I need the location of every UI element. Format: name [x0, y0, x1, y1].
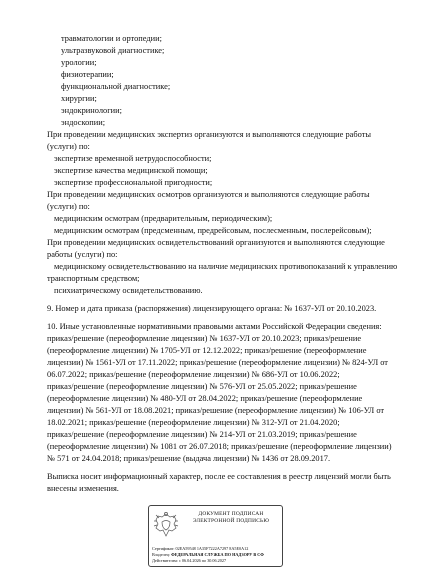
text-line: транспортным средством;: [47, 274, 140, 283]
text-line: урологии;: [61, 58, 97, 67]
text-line: Выписка носит информационный характер, после ее составления в реестр лицензий могли быть: [47, 472, 391, 481]
signature-title-line-1: ДОКУМЕНТ ПОДПИСАН: [198, 511, 264, 517]
text-line: эндоскопии;: [61, 118, 106, 127]
text-line: лицензии) № 561-УЛ от 18.08.2021; приказ/решение (переоформление лицензии) № 106-УЛ от: [47, 406, 385, 415]
text-line: травматологии и ортопедии;: [61, 34, 162, 43]
text-line: 06.07.2022; приказ/решение (переоформление лицензии) № 686-УЛ от 10.06.2022;: [47, 370, 340, 379]
text-line: ультразвуковой диагностике;: [61, 46, 165, 55]
text-line: приказ/решение (переоформление лицензии) № 576-УЛ от 25.05.2022; приказ/решение: [47, 382, 357, 391]
text-line: При проведении медицинских освидетельствований организуются и выполняются следующие: [47, 238, 385, 247]
text-line: экспертизе временной нетрудоспособности;: [54, 154, 212, 163]
signature-title-line-2: ЭЛЕКТРОННОЙ ПОДПИСЬЮ: [192, 517, 270, 524]
validity-label: Действителен:: [152, 558, 178, 563]
text-line: экспертизе качества медицинской помощи;: [54, 166, 208, 175]
coat-of-arms-icon: [153, 510, 179, 540]
text-line: работы (услуги) по:: [47, 250, 118, 259]
text-line: (услуги) по:: [47, 202, 90, 211]
text-line: медицинским осмотрам (предсменным, предрейсовым, послесменным, послерейсовым);: [54, 226, 372, 235]
text-line: (переоформление лицензии) № 1081 от 26.07.2018; приказ/решение (переоформление лицензии): [47, 442, 392, 451]
text-line: (услуги) по:: [47, 142, 90, 151]
owner-label: Владелец:: [152, 552, 171, 557]
text-line: хирургии;: [61, 94, 97, 103]
text-line: приказ/решение (переоформление лицензии) № 214-УЛ от 21.03.2019; приказ/решение: [47, 430, 357, 439]
text-line: эндокринологии;: [61, 106, 122, 115]
text-line: При проведении медицинских осмотров организуются и выполняются следующие работы: [47, 190, 370, 199]
owner-row: [152, 552, 282, 557]
text-line: физиотерапии;: [61, 70, 114, 79]
text-line: медицинскому освидетельствованию на наличие медицинских противопоказаний к управлению: [54, 262, 398, 271]
validity-value: с 06.04.2026 по 30.06.2027: [179, 558, 227, 563]
text-line: медицинским осмотрам (предварительным, периодическим);: [54, 214, 273, 223]
text-line: При проведении медицинских экспертиз организуются и выполняются следующие работы: [47, 130, 371, 139]
text-line: лицензии) № 1561-УЛ от 17.11.2022; приказ/решение (переоформление лицензии) № 824-УЛ от: [47, 358, 388, 367]
certificate-label: Сертификат:: [152, 546, 175, 551]
text-line: функциональной диагностике;: [61, 82, 171, 91]
text-line: внесены изменения.: [47, 484, 119, 493]
signature-title: [183, 511, 279, 524]
electronic-signature-stamp: [148, 505, 283, 567]
text-line: экспертизе профессиональной пригодности;: [54, 178, 213, 187]
certificate-row: [152, 546, 282, 551]
text-line: № 571 от 24.04.2018; приказ/решение (выдача лицензии) № 1436 от 28.09.2017.: [47, 454, 331, 463]
validity-row: [152, 558, 282, 563]
text-line: 9. Номер и дата приказа (распоряжения) лицензирующего органа: № 1637-УЛ от 20.10.2023.: [47, 304, 377, 313]
text-line: приказ/решение (переоформление лицензии) № 1637-УЛ от 20.10.2023; приказ/решение: [47, 334, 362, 343]
owner-value: ФЕДЕРАЛЬНАЯ СЛУЖБА ПО НАДЗОРУ В СФ: [171, 552, 264, 557]
certificate-value: 02EA59548 1A35F7222A7297 8A5E0A12: [175, 546, 249, 551]
text-line: (переоформление лицензии) № 480-УЛ от 28.04.2022; приказ/решение (переоформление: [47, 394, 363, 403]
text-line: 10. Иные установленные нормативными правовыми актами Российской Федерации сведения:: [47, 322, 382, 331]
text-line: психиатрическому освидетельствованию.: [54, 286, 203, 295]
text-line: 18.02.2021; приказ/решение (переоформление лицензии) № 312-УЛ от 21.04.2020;: [47, 418, 340, 427]
text-line: (переоформление лицензии) № 1705-УЛ от 12.12.2022; приказ/решение (переоформление: [47, 346, 367, 355]
